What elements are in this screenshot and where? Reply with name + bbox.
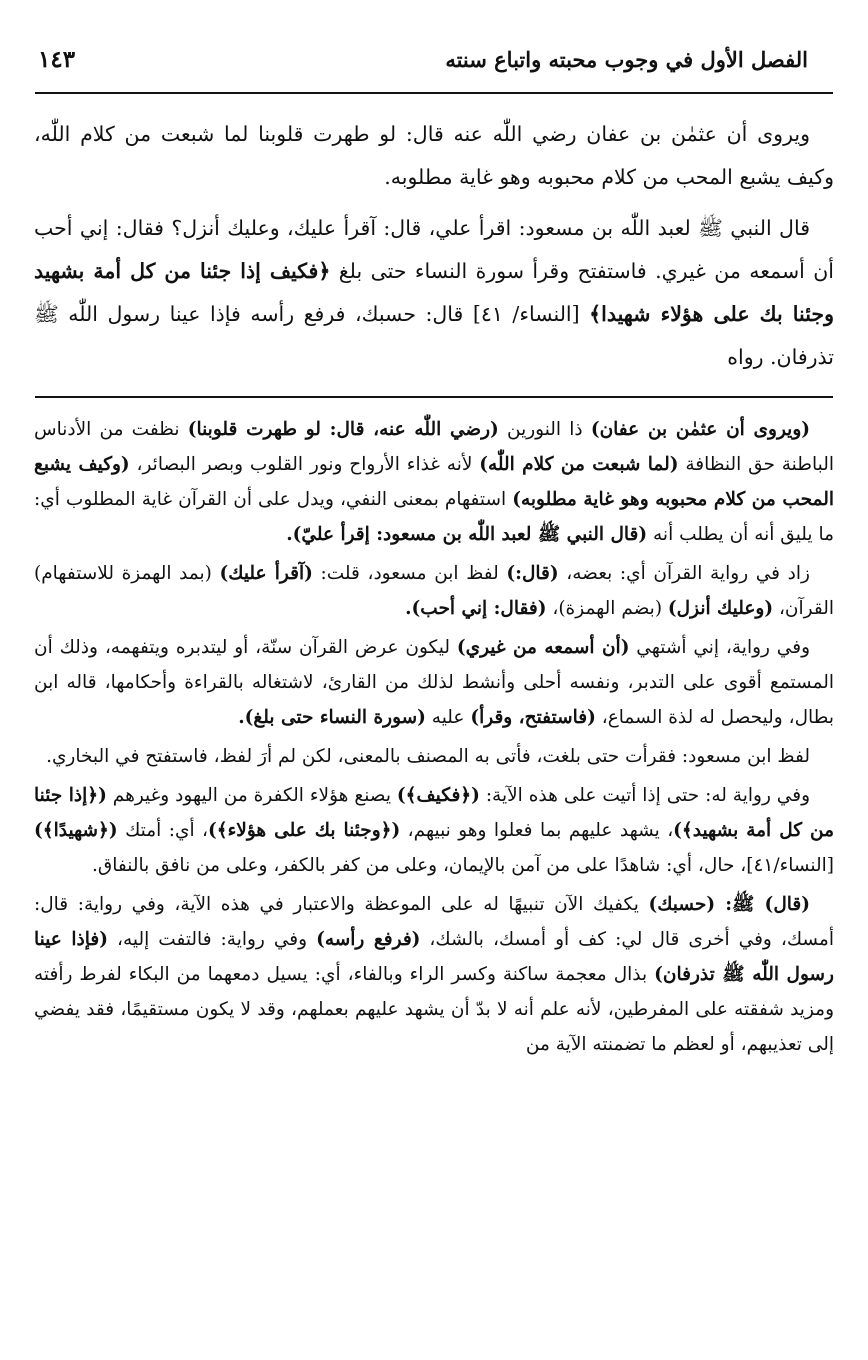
page-number: ١٤٣ (38, 46, 76, 73)
text-run: زاد في رواية القرآن أي: بعضه، (558, 563, 810, 584)
emphasized-run: (قال:) (506, 563, 559, 584)
emphasized-run: ﴿فكيف إذا جئنا من كل أمة بشهيد وجئنا بك على هؤلاء شهيدا﴾ (34, 259, 834, 326)
running-head-title: الفصل الأول في وجوب محبته واتباع سنته (445, 47, 808, 72)
commentary-paragraph (34, 887, 834, 1062)
commentary-paragraph (34, 556, 834, 626)
text-run: قال النبي ﷺ لعبد اللّٰه بن مسعود: اقرأ علي، قال: آقرأ عليك، وعليك أنزل؟ فقال: إني أحب أن أسمعه من غيري. فاستفتح وقرأ سورة النساء حتى بلغ (34, 216, 834, 283)
text-run: (بضم الهمزة)، (546, 598, 668, 619)
commentary-paragraph (34, 778, 834, 883)
text-run: وفي رواية، إني أشتهي (629, 637, 810, 658)
text-run: بذال معجمة ساكنة وكسر الراء وبالفاء، أي: يسيل دمعهما من البكاء لفرط رأفته ومزيد شفقته على المفرطين، لأنه علم أنه لا بدّ أن يشهد عليهم بعملهم، وقد لا يكون مستقيمًا، فقد يفضي إلى تعذيبهم، أو لعظم ما تضمنته الآية من (34, 964, 834, 1055)
emphasized-run: (أن أسمعه من غيري) (456, 637, 630, 658)
emphasized-run: (رضي اللّٰه عنه، قال: لو طهرت قلوبنا) (187, 419, 499, 440)
main-text (34, 113, 834, 387)
text-run: يكفيك الآن تنبيهًا له على الموعظة والاعتبار في هذه الآية، وفي رواية: قال: أمسك، وفي أخرى قال لي: كف أو أمسك، بالشك، (34, 894, 834, 950)
text-run: (بمد الهمزة للاستفهام) القرآن، (34, 563, 834, 619)
emphasized-run: (﴿إذا جئنا من كل أمة بشهيد﴾) (34, 785, 834, 841)
commentary-text (34, 412, 834, 1066)
emphasized-run: (وعليك أنزل) (667, 598, 774, 619)
emphasized-run: (قال) ﷺ: (715, 894, 810, 915)
emphasized-run: (فقال: إني أحب). (405, 598, 547, 619)
emphasized-run: (ويروى أن عثمٰن بن عفان) (590, 419, 811, 440)
text-run: لفظ ابن مسعود، قلت: (312, 563, 507, 584)
main-paragraph (34, 207, 834, 379)
text-run: استفهام بمعنى النفي، ويدل على أن القرآن غاية المطلوب أي: ما يليق أنه أن يطلب أنه (34, 489, 834, 545)
text-run: يصنع هؤلاء الكفرة من اليهود وغيرهم (106, 785, 397, 806)
text-run: عليه (425, 707, 471, 728)
text-run: لأنه غذاء الأرواح ونور القلوب وبصر البصائر، (129, 454, 480, 475)
header-rule (35, 92, 833, 94)
emphasized-run: (قال النبي ﷺ لعبد اللّٰه بن مسعود: إقرأ عليّ). (286, 524, 648, 545)
emphasized-run: (آقرأ عليك) (219, 563, 313, 584)
emphasized-run: (﴿شهيدًا﴾) (34, 820, 118, 841)
text-run: ، يشهد عليهم بما فعلوا وهو نبيهم، (400, 820, 674, 841)
text-run: [النساء/٤١]، حال، أي: شاهدًا على من آمن بالإيمان، وعلى من كفر بالكفر، وعلى من نافق بالنفاق. (92, 855, 834, 876)
emphasized-run: (سورة النساء حتى بلغ). (238, 707, 426, 728)
commentary-paragraph (34, 739, 834, 774)
emphasized-run: (﴿وجئنا بك على هؤلاء﴾) (208, 820, 401, 841)
emphasized-run: (وكيف يشبع المحب من كلام محبوبه وهو غاية مطلوبه) (34, 454, 834, 510)
text-run: ويروى أن عثمٰن بن عفان رضي اللّٰه عنه قال: لو طهرت قلوبنا لما شبعت من كلام اللّٰه، وكيف يشبع المحب من كلام محبوبه وهو غاية مطلوبه. (34, 122, 834, 189)
commentary-paragraph (34, 630, 834, 735)
main-paragraph (34, 113, 834, 199)
text-run: لفظ ابن مسعود: فقرأت حتى بلغت، فأتى به المصنف بالمعنى، لكن لم أرَ لفظ، فاستفتح في البخاري. (46, 746, 810, 767)
text-run: ، أي: أمتك (117, 820, 209, 841)
emphasized-run: (حسبك) (648, 894, 716, 915)
emphasized-run: (لما شبعت من كلام اللّٰه) (479, 454, 679, 475)
emphasized-run: (فإذا عينا رسول اللّٰه ﷺ تذرفان) (34, 929, 834, 985)
text-run: نظفت من الأدناس الباطنة حق النظافة (34, 419, 834, 475)
text-run: [النساء/ ٤١] قال: حسبك، فرفع رأسه فإذا عينا رسول اللّٰه ﷺ تذرفان. رواه (34, 302, 834, 369)
commentary-paragraph (34, 412, 834, 552)
emphasized-run: (فرفع رأسه) (316, 929, 421, 950)
text-run: وفي رواية له: حتى إذا أتيت على هذه الآية: (479, 785, 810, 806)
text-run: وفي رواية: فالتفت إليه، (108, 929, 317, 950)
text-commentary-divider (35, 396, 833, 398)
text-run: ذا النورين (498, 419, 591, 440)
text-run: ليكون عرض القرآن سنّة، أو ليتدبره ويتفهمه، وذلك أن المستمع أقوى على التدبر، ونفسه أحلى وأنشط لذلك من القارئ، لاشتغاله بالقراءة وأحكامها، قاله ابن بطال، وليحصل له لذة السماع، (34, 637, 834, 728)
emphasized-run: (﴿فكيف﴾) (396, 785, 480, 806)
emphasized-run: (فاستفتح، وقرأ) (470, 707, 596, 728)
